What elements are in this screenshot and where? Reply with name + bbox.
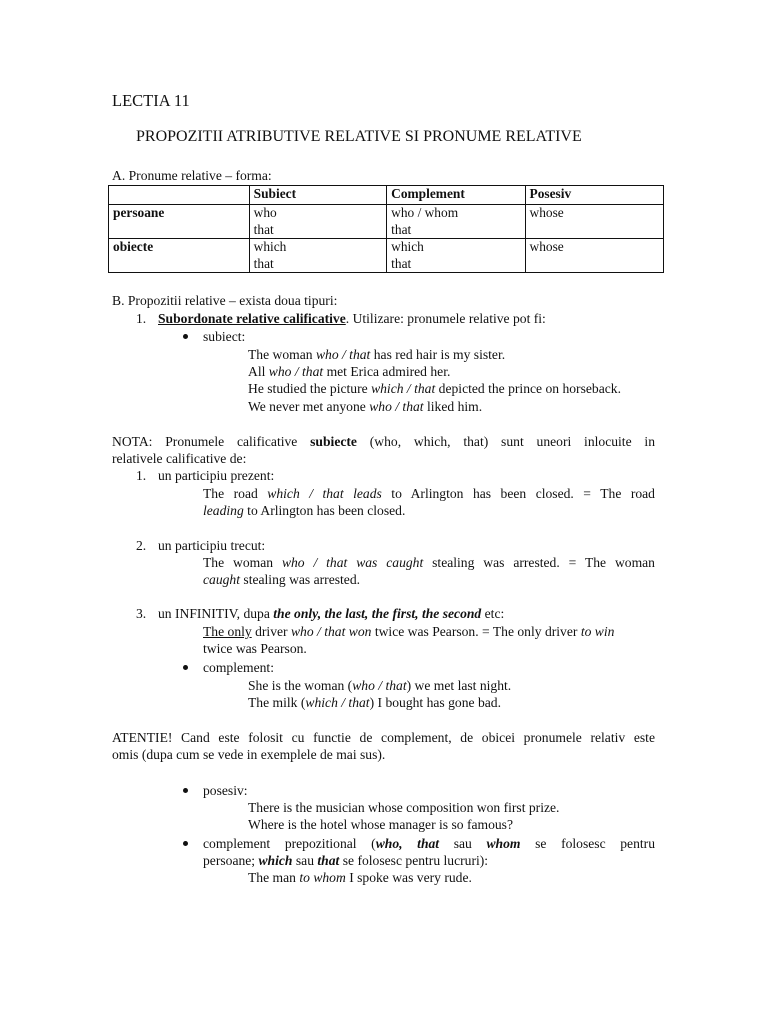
nota-3-example-line-2: twice was Pearson. — [203, 641, 307, 656]
italic-text: who / that — [369, 399, 424, 414]
text: liked him. — [423, 399, 483, 414]
text: All — [248, 364, 269, 379]
text: persoane; — [203, 853, 259, 868]
subiect-example-4 — [248, 398, 482, 415]
italic-text: to win — [580, 624, 615, 639]
table-header-posesiv: Posesiv — [525, 186, 663, 205]
text: has red hair is my sister. — [370, 347, 506, 362]
italic-text: which / that — [371, 381, 436, 396]
text: The man — [248, 870, 300, 885]
item-1-text — [158, 310, 546, 327]
bullet-icon — [183, 841, 188, 846]
bold-italic-text: that — [317, 853, 340, 868]
bold-italic-text: who, that — [375, 836, 440, 851]
italic-text: who / that won — [290, 624, 372, 639]
table-header-complement: Complement — [387, 186, 525, 205]
nota-1-example-line-1 — [203, 485, 655, 502]
page-title: PROPOZITII ATRIBUTIVE RELATIVE SI PRONUME RELATIVE — [136, 128, 582, 145]
italic-text: who / that — [315, 347, 371, 362]
row-label: persoane — [109, 205, 250, 239]
nota-2-example-line-2 — [203, 571, 360, 588]
cell-line: that — [253, 255, 274, 271]
text: He studied the picture — [248, 381, 372, 396]
text: We never met anyone — [248, 399, 370, 414]
table-header-subiect: Subiect — [249, 186, 387, 205]
relative-pronoun-table — [108, 185, 664, 273]
cell-line: which — [391, 239, 424, 254]
prep-example — [248, 869, 472, 886]
text: to Arlington has been closed. — [243, 503, 406, 518]
table-row — [109, 205, 664, 239]
bold-text: subiecte — [310, 434, 357, 449]
section-b-heading: B. Propozitii relative – exista doua tipuri: — [112, 293, 338, 308]
italic-text: which / that — [305, 695, 370, 710]
prep-line-2 — [203, 852, 488, 869]
complement-example-1 — [248, 677, 511, 694]
text: sau — [292, 853, 318, 868]
bold-italic-text: the only, the last, the first, the second — [273, 606, 482, 621]
text: se folosesc pentru lucruri): — [339, 853, 489, 868]
text: met Erica admired her. — [323, 364, 451, 379]
italic-text: which / that leads — [267, 486, 382, 501]
italic-text: leading — [203, 503, 244, 518]
table-header-empty — [109, 186, 250, 205]
item-1-number: 1. — [136, 311, 147, 326]
text: The woman — [248, 347, 316, 362]
text: etc: — [481, 606, 505, 621]
text: driver — [251, 624, 291, 639]
item-1-rest: . Utilizare: pronumele relative pot fi: — [345, 311, 546, 326]
nota-2-number: 2. — [136, 538, 147, 553]
text: (who, which, that) sunt uneori inlocuite in — [356, 434, 655, 449]
italic-text: who / that — [352, 678, 407, 693]
nota-1-example-line-2 — [203, 502, 405, 519]
cell-line: that — [253, 221, 274, 237]
table-cell — [249, 205, 387, 239]
text: sau — [439, 836, 487, 851]
table-cell — [387, 239, 525, 273]
cell-line: who / whom — [391, 205, 459, 220]
underlined-text: The only — [203, 624, 252, 639]
text: stealing was arrested. = The woman — [423, 555, 655, 570]
bold-italic-text: which — [258, 853, 293, 868]
text: stealing was arrested. — [240, 572, 361, 587]
cell-line: that — [391, 221, 412, 237]
atentie-line-1: ATENTIE! Cand este folosit cu functie de complement, de obicei pronumele relativ este — [112, 730, 655, 745]
cell-line: that — [391, 255, 412, 271]
nota-2-label: un participiu trecut: — [158, 538, 266, 553]
italic-text: caught — [203, 572, 240, 587]
text: complement prepozitional ( — [203, 836, 376, 851]
text: The road — [203, 486, 268, 501]
row-label: obiecte — [109, 239, 250, 273]
nota-line-1 — [112, 433, 655, 450]
nota-3-number: 3. — [136, 606, 147, 621]
text: ) I bought has gone bad. — [369, 695, 501, 710]
atentie-line-2: omis (dupa cum se vede in exemplele de mai sus). — [112, 747, 386, 762]
italic-text: who / that — [268, 364, 324, 379]
table-cell — [249, 239, 387, 273]
text: I spoke was very rude. — [345, 870, 472, 885]
prep-line-1 — [203, 835, 655, 852]
text: se folosesc pentru — [520, 836, 655, 851]
bullet-icon — [183, 788, 188, 793]
bullet-icon — [183, 334, 188, 339]
table-cell — [387, 205, 525, 239]
text: un INFINITIV, dupa — [158, 606, 274, 621]
text: The woman — [203, 555, 282, 570]
text: The milk ( — [248, 695, 306, 710]
nota-1-label: un participiu prezent: — [158, 468, 275, 483]
text: ) we met last night. — [406, 678, 512, 693]
posesiv-example-2: Where is the hotel whose manager is so famous? — [248, 817, 513, 832]
complement-label: complement: — [203, 660, 274, 675]
nota-2-example-line-1 — [203, 554, 655, 571]
text: NOTA: Pronumele calificative — [112, 434, 311, 449]
subiect-example-1 — [248, 346, 505, 363]
posesiv-example-1: There is the musician whose composition won first prize. — [248, 800, 560, 815]
bold-italic-text: whom — [486, 836, 521, 851]
section-a-heading: A. Pronume relative – forma: — [112, 168, 272, 183]
bullet-icon — [183, 665, 188, 670]
nota-3-label — [158, 605, 504, 622]
complement-example-2 — [248, 694, 501, 711]
text: She is the woman ( — [248, 678, 353, 693]
subiect-label: subiect: — [203, 329, 246, 344]
cell-line: who — [253, 205, 277, 220]
posesiv-label: posesiv: — [203, 783, 248, 798]
lesson-number: LECTIA 11 — [112, 91, 190, 110]
item-1-term: Subordonate relative calificative — [158, 311, 346, 326]
nota-3-example-line-1 — [203, 623, 614, 640]
nota-1-number: 1. — [136, 468, 147, 483]
nota-line-2: relativele calificative de: — [112, 451, 247, 466]
text: twice was Pearson. = The only driver — [371, 624, 581, 639]
subiect-example-2 — [248, 363, 450, 380]
subiect-example-3 — [248, 380, 621, 397]
cell-line: which — [253, 239, 287, 254]
table-row — [109, 239, 664, 273]
table-cell: whose — [525, 205, 663, 239]
italic-text: who / that was caught — [281, 555, 424, 570]
text: to Arlington has been closed. = The road — [381, 486, 655, 501]
table-cell: whose — [525, 239, 663, 273]
text: depicted the prince on horseback. — [435, 381, 621, 396]
italic-text: to whom — [299, 870, 346, 885]
table-header-row — [109, 186, 664, 205]
